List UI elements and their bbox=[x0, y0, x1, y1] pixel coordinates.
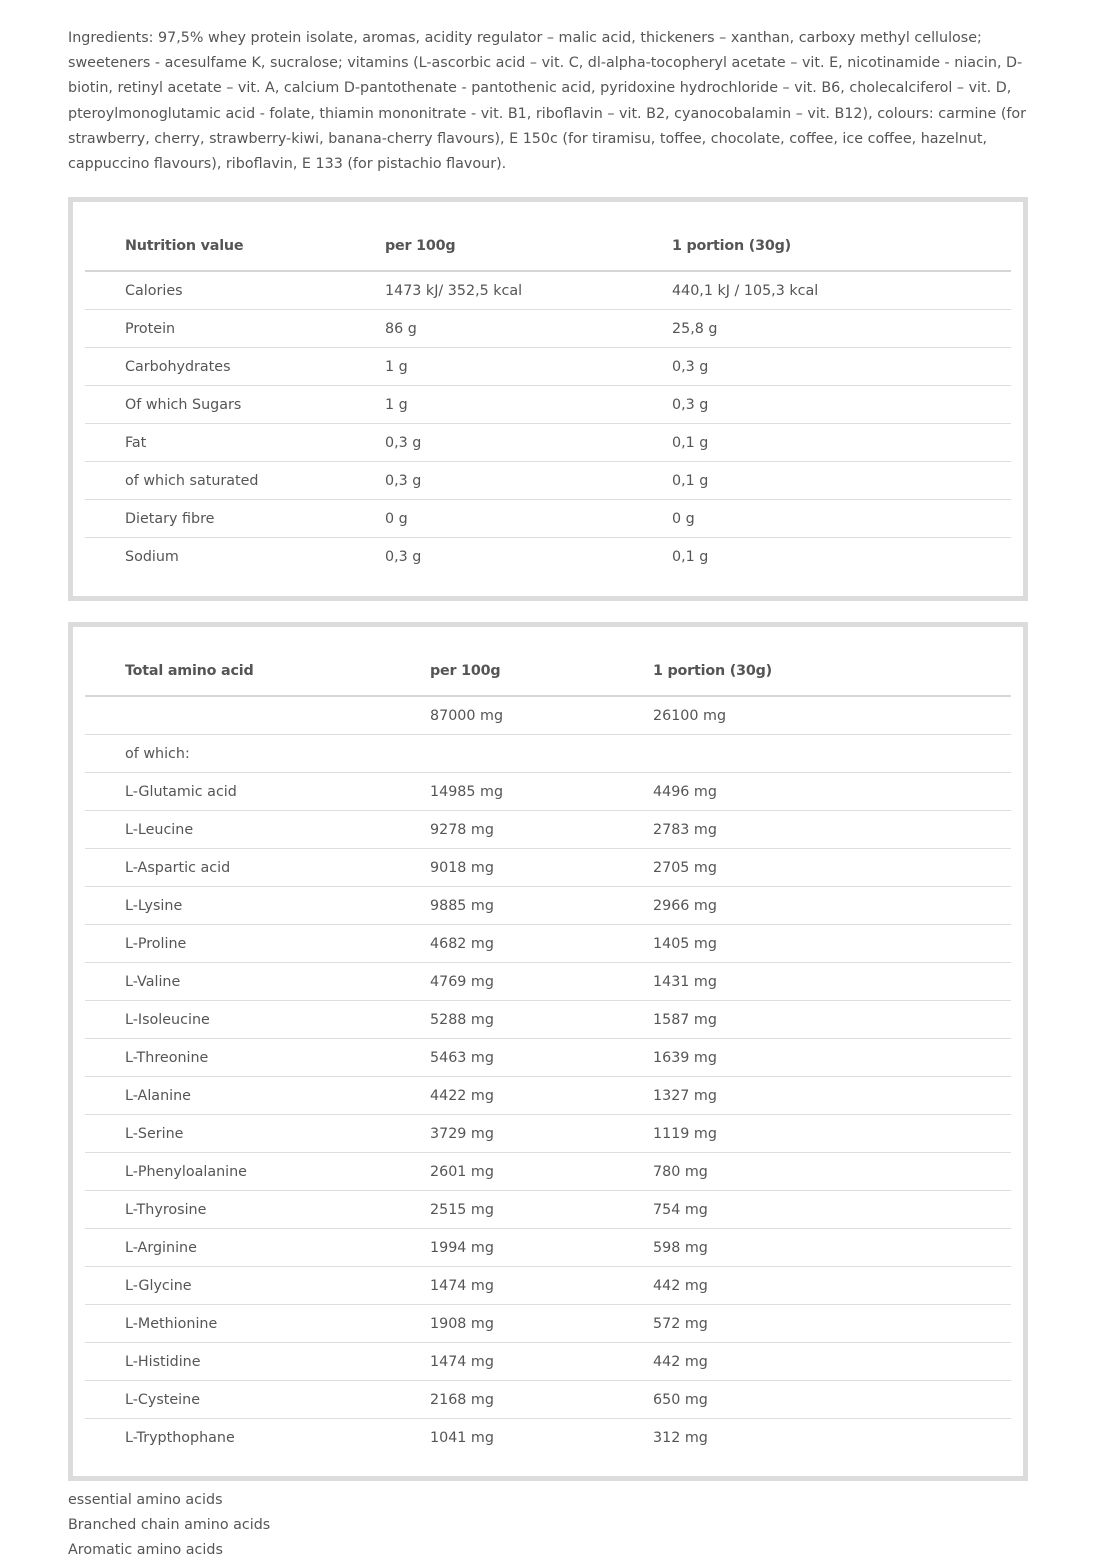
table-row bbox=[85, 811, 1011, 849]
table-cell: 9278 mg bbox=[390, 811, 613, 849]
table-row bbox=[85, 424, 1011, 462]
table-cell: 1474 mg bbox=[390, 1343, 613, 1381]
table-cell: L-Histidine bbox=[85, 1343, 390, 1381]
nutrition-header-cell: 1 portion (30g) bbox=[632, 221, 1011, 271]
table-cell: Carbohydrates bbox=[85, 348, 345, 386]
amino-header-cell: 1 portion (30g) bbox=[613, 646, 1011, 696]
table-cell: L-Arginine bbox=[85, 1229, 390, 1267]
table-row bbox=[85, 271, 1011, 310]
table-cell: 1587 mg bbox=[613, 1001, 1011, 1039]
table-cell: 5288 mg bbox=[390, 1001, 613, 1039]
table-row bbox=[85, 1115, 1011, 1153]
table-cell: 25,8 g bbox=[632, 310, 1011, 348]
footnote-item: essential amino acids bbox=[68, 1492, 223, 1509]
nutrition-header-row bbox=[85, 221, 1011, 271]
table-cell: 1431 mg bbox=[613, 963, 1011, 1001]
table-cell: 9885 mg bbox=[390, 887, 613, 925]
table-cell: 0 g bbox=[632, 500, 1011, 538]
amino-header-row bbox=[85, 646, 1011, 696]
table-cell: Fat bbox=[85, 424, 345, 462]
table-row bbox=[85, 1343, 1011, 1381]
table-cell: 4422 mg bbox=[390, 1077, 613, 1115]
table-cell: L-Serine bbox=[85, 1115, 390, 1153]
table-cell: 1327 mg bbox=[613, 1077, 1011, 1115]
amino-header-cell: Total amino acid bbox=[85, 646, 390, 696]
table-row bbox=[85, 462, 1011, 500]
table-cell: 2783 mg bbox=[613, 811, 1011, 849]
table-row bbox=[85, 500, 1011, 538]
table-cell: 572 mg bbox=[613, 1305, 1011, 1343]
table-row bbox=[85, 1419, 1011, 1457]
table-cell: L-Alanine bbox=[85, 1077, 390, 1115]
amino-acid-table bbox=[85, 646, 1011, 1456]
table-cell: 86 g bbox=[345, 310, 632, 348]
table-cell: 2168 mg bbox=[390, 1381, 613, 1419]
table-cell: L-Lysine bbox=[85, 887, 390, 925]
table-row bbox=[85, 1305, 1011, 1343]
product-info-page bbox=[68, 0, 1028, 1563]
table-cell: 598 mg bbox=[613, 1229, 1011, 1267]
table-cell: 312 mg bbox=[653, 1429, 708, 1446]
table-cell: 1474 mg bbox=[390, 1267, 613, 1305]
table-cell: 4496 mg bbox=[613, 773, 1011, 811]
table-cell: 26100 mg bbox=[613, 696, 1011, 735]
table-cell: 1 g bbox=[345, 348, 632, 386]
table-cell: L-Phenyloalanine bbox=[85, 1153, 390, 1191]
table-cell: 3729 mg bbox=[390, 1115, 613, 1153]
table-row bbox=[85, 963, 1011, 1001]
table-cell: 1405 mg bbox=[613, 925, 1011, 963]
table-row bbox=[85, 1267, 1011, 1305]
table-cell: L-Aspartic acid bbox=[85, 849, 390, 887]
table-cell: L-Isoleucine bbox=[85, 1001, 390, 1039]
table-cell: 1 g bbox=[345, 386, 632, 424]
table-cell: 0,1 g bbox=[672, 548, 709, 565]
table-cell: Of which Sugars bbox=[85, 386, 345, 424]
amino-table-body bbox=[85, 696, 1011, 1456]
table-cell: Calories bbox=[85, 271, 345, 310]
table-cell: 0,1 g bbox=[632, 462, 1011, 500]
table-cell: 1119 mg bbox=[613, 1115, 1011, 1153]
table-row bbox=[85, 1077, 1011, 1115]
table-cell: 1041 mg bbox=[430, 1429, 494, 1446]
table-row bbox=[85, 1191, 1011, 1229]
table-row bbox=[85, 773, 1011, 811]
table-cell: L-Valine bbox=[85, 963, 390, 1001]
table-cell: 0,3 g bbox=[632, 386, 1011, 424]
table-row bbox=[85, 1001, 1011, 1039]
table-cell: 5463 mg bbox=[390, 1039, 613, 1077]
table-row bbox=[85, 1039, 1011, 1077]
table-cell: 1994 mg bbox=[390, 1229, 613, 1267]
table-cell: 780 mg bbox=[613, 1153, 1011, 1191]
table-cell: 1908 mg bbox=[390, 1305, 613, 1343]
table-row bbox=[85, 849, 1011, 887]
table-cell: L-Threonine bbox=[85, 1039, 390, 1077]
table-row bbox=[85, 348, 1011, 386]
table-cell: 14985 mg bbox=[390, 773, 613, 811]
table-cell: L-Cysteine bbox=[85, 1381, 390, 1419]
table-cell: L-Thyrosine bbox=[85, 1191, 390, 1229]
nutrition-table bbox=[85, 221, 1011, 575]
table-cell: 4769 mg bbox=[390, 963, 613, 1001]
footnotes-legend bbox=[68, 1488, 1028, 1563]
table-cell: 754 mg bbox=[613, 1191, 1011, 1229]
table-cell: 1639 mg bbox=[613, 1039, 1011, 1077]
table-cell: 0,3 g bbox=[345, 462, 632, 500]
table-cell: 2515 mg bbox=[390, 1191, 613, 1229]
table-row bbox=[85, 538, 1011, 576]
table-cell: 9018 mg bbox=[390, 849, 613, 887]
table-row bbox=[85, 925, 1011, 963]
table-row bbox=[85, 696, 1011, 735]
table-cell: L-Glutamic acid bbox=[85, 773, 390, 811]
table-row bbox=[85, 887, 1011, 925]
table-cell: L-Trypthophane bbox=[125, 1429, 235, 1446]
table-cell: 4682 mg bbox=[390, 925, 613, 963]
table-cell: 442 mg bbox=[613, 1267, 1011, 1305]
nutrition-table-container bbox=[68, 197, 1028, 601]
table-cell: 442 mg bbox=[613, 1343, 1011, 1381]
amino-table-container bbox=[68, 622, 1028, 1481]
table-row bbox=[85, 310, 1011, 348]
table-cell: Sodium bbox=[125, 548, 179, 565]
table-cell bbox=[613, 735, 1011, 773]
table-cell: 2705 mg bbox=[613, 849, 1011, 887]
table-cell: Protein bbox=[85, 310, 345, 348]
table-cell: L-Leucine bbox=[85, 811, 390, 849]
table-cell bbox=[390, 735, 613, 773]
ingredients-text: Ingredients: 97,5% whey protein isolate, aromas, acidity regulator – malic acid, thickeners – xanthan, carboxy methyl cellulose; sweeteners - acesulfame K, sucralose; vitamins (L-ascorbic acid – vit. C, dl-alpha-tocopheryl acetate – vit. E, nicotinamide - niacin, D-biotin, retinyl acetate – vit. A, calcium D-pantothenate - pantothenic acid, pyridoxine hydrochloride – vit. B6, cholecalciferol – vit. D, pteroylmonoglutamic acid - folate, thiamin mononitrate - vit. B1, riboflavin – vit. B2, cyanocobalamin – vit. B12), colours: carmine (for strawberry, cherry, strawberry-kiwi, banana-cherry flavours), E 150c (for tiramisu, toffee, chocolate, coffee, ice coffee, hazelnut, cappuccino flavours), riboflavin, E 133 (for pistachio flavour). bbox=[68, 30, 1027, 173]
footnote-item: Aromatic amino acids bbox=[68, 1542, 223, 1559]
nutrition-header-cell: Nutrition value bbox=[85, 221, 345, 271]
table-cell bbox=[85, 696, 390, 735]
table-row bbox=[85, 1381, 1011, 1419]
table-cell: 0 g bbox=[345, 500, 632, 538]
table-cell: L-Methionine bbox=[85, 1305, 390, 1343]
table-cell: of which saturated bbox=[85, 462, 345, 500]
table-cell: 2966 mg bbox=[613, 887, 1011, 925]
nutrition-header-cell: per 100g bbox=[345, 221, 632, 271]
table-cell: 1473 kJ/ 352,5 kcal bbox=[345, 271, 632, 310]
table-cell: 0,3 g bbox=[345, 424, 632, 462]
table-row bbox=[85, 1153, 1011, 1191]
table-cell: 0,3 g bbox=[632, 348, 1011, 386]
table-cell: 87000 mg bbox=[390, 696, 613, 735]
nutrition-table-body bbox=[85, 271, 1011, 575]
table-cell: 2601 mg bbox=[390, 1153, 613, 1191]
table-cell: Dietary fibre bbox=[85, 500, 345, 538]
table-cell: 0,1 g bbox=[632, 424, 1011, 462]
table-cell: L-Proline bbox=[85, 925, 390, 963]
amino-header-cell: per 100g bbox=[390, 646, 613, 696]
table-cell: 0,3 g bbox=[385, 548, 422, 565]
footnote-item: Branched chain amino acids bbox=[68, 1517, 271, 1534]
table-row bbox=[85, 386, 1011, 424]
table-cell: of which: bbox=[85, 735, 390, 773]
table-cell: 650 mg bbox=[613, 1381, 1011, 1419]
table-row bbox=[85, 1229, 1011, 1267]
table-cell: 440,1 kJ / 105,3 kcal bbox=[632, 271, 1011, 310]
table-cell: L-Glycine bbox=[85, 1267, 390, 1305]
table-row bbox=[85, 735, 1011, 773]
